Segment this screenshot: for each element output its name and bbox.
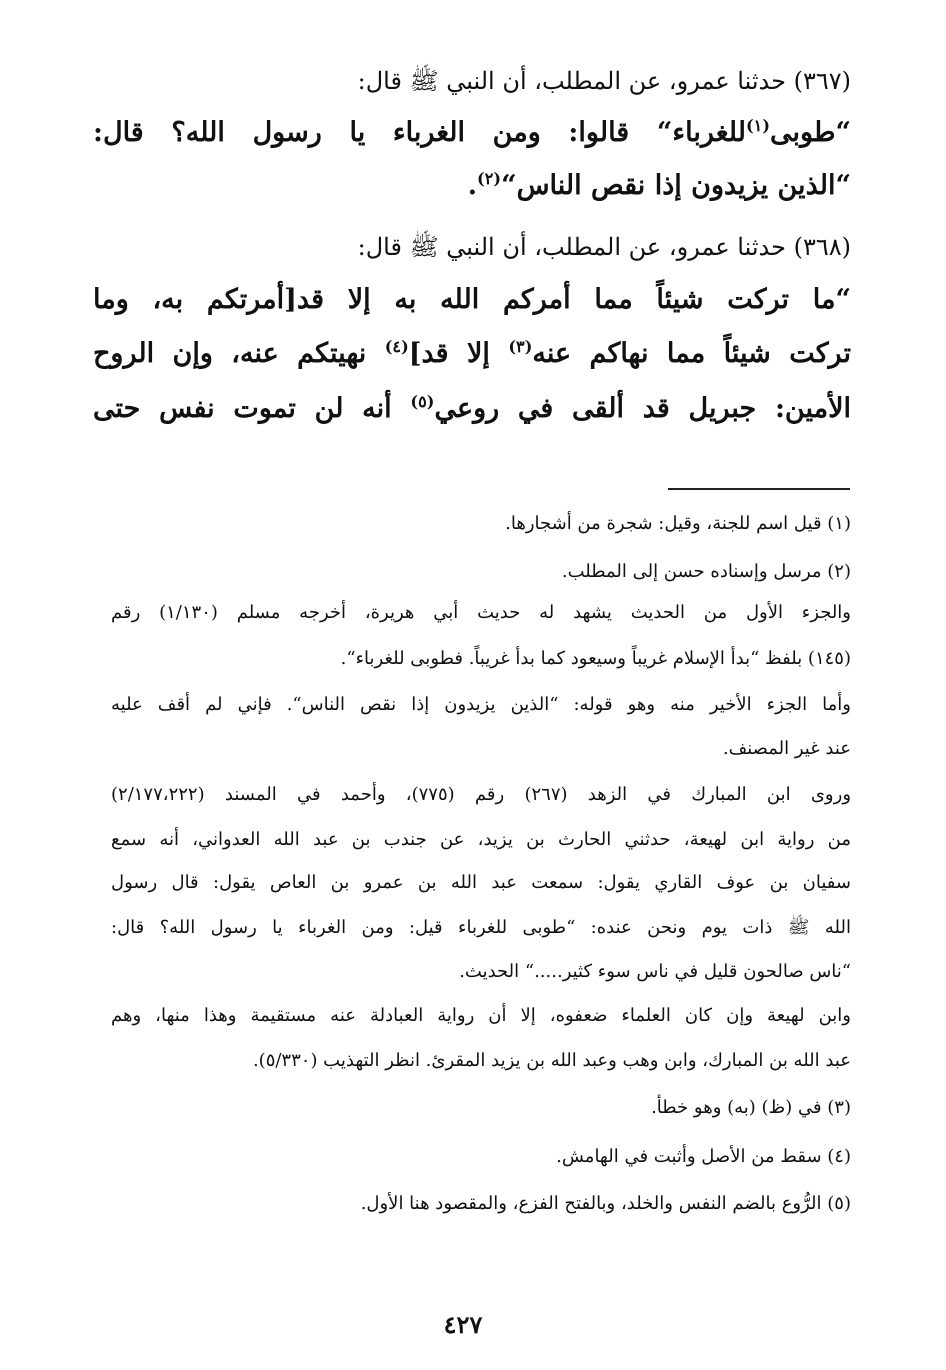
hadith-368-part-d: الأمين: جبريل قد ألقى في روعي [434,393,851,424]
hadith-367-text-line-1 [93,117,851,148]
footnote-2-para-3-line-3: سفيان بن عوف القاري يقول: سمعت عبد الله بن عمرو بن العاص يقول: قال رسول [111,872,851,893]
footnote-ref-3: (٣) [508,337,533,356]
hadith-367-answer: “الذين يزيدون إذا نقص الناس“ [501,170,851,201]
footnote-2-para-3-line-2: من رواية ابن لهيعة، حدثني الحارث بن يزيد، عن جندب بن عبد الله العدواني، أنه سمع [111,829,851,850]
footnote-ref-4: (٤) [384,337,409,356]
page-number: ٤٢٧ [443,1310,483,1339]
hadith-368-part-c: نهيتكم عنه، وإن الروح [93,338,385,369]
footnote-4: (٤) سقط من الأصل وأثبت في الهامش. [556,1146,851,1167]
hadith-368-part-a: تركت شيئاً مما نهاكم عنه [532,338,851,369]
hadith-368-part-e: أنه لن تموت نفس حتى [93,393,411,424]
footnote-separator [668,488,850,490]
hadith-368-part-b: إلا قد] [408,338,509,369]
footnote-2-para-3-line-4: الله ﷺ ذات يوم ونحن عنده: “طوبى للغرباء قيل: ومن الغرباء يا رسول الله؟ قال: [111,917,851,938]
footnote-1: (١) قيل اسم للجنة، وقيل: شجرة من أشجارها. [505,513,851,534]
footnote-2-para-2-line-2: عند غير المصنف. [722,738,851,759]
footnote-2-para-2-line-1: وأما الجزء الأخير منه وهو قوله: “الذين يزيدون إذا نقص الناس“. فإني لم أقف عليه [111,694,851,715]
hadith-367-word: “طوبى [770,117,851,148]
footnote-ref-5: (٥) [410,392,435,411]
footnote-ref-2: (٢) [477,169,502,188]
footnote-ref-1: (١) [745,116,770,135]
hadith-367-rest: للغرباء“ قالوا: ومن الغرباء يا رسول الله؟ قال: [93,117,746,148]
hadith-368-text-line-2 [93,338,851,369]
footnote-2-para-1-line-2: (١٤٥) بلفظ “بدأ الإسلام غريباً وسيعود كما بدأ غريباً. فطوبى للغرباء“. [340,648,851,669]
hadith-367-intro: (٣٦٧) حدثنا عمرو، عن المطلب، أن النبي ﷺ قال: [357,67,851,95]
hadith-368-text-line-1: “ما تركت شيئاً مما أمركم الله به إلا قد[أمرتكم به، وما [93,284,851,315]
hadith-367-text-line-2 [93,170,851,201]
footnote-3: (٣) في (ظ) (به) وهو خطأ. [651,1097,851,1118]
hadith-368-text-line-3 [93,393,851,424]
footnote-2-para-1-line-1: والجزء الأول من الحديث يشهد له حديث أبي هريرة، أخرجه مسلم (١/١٣٠) رقم [111,602,851,623]
footnote-2-para-3-line-1: وروى ابن المبارك في الزهد (٢٦٧) رقم (٧٧٥)، وأحمد في المسند (٢/١٧٧،٢٢٢) [111,784,852,805]
hadith-368-intro: (٣٦٨) حدثنا عمرو، عن المطلب، أن النبي ﷺ قال: [357,233,851,261]
footnote-2-para-4-line-2: عبد الله بن المبارك، وابن وهب وعبد الله بن يزيد المقرئ. انظر التهذيب (٥/٣٣٠). [252,1050,851,1071]
hadith-367-period: . [467,170,478,201]
footnote-2-para-4-line-1: وابن لهيعة وإن كان العلماء ضعفوه، إلا أن رواية العبادلة عنه مستقيمة وهذا منها، وهم [111,1005,851,1026]
footnote-2-para-3-line-5: “ناس صالحون قليل في ناس سوء كثير.....“ الحديث. [459,961,851,982]
footnote-2: (٢) مرسل وإسناده حسن إلى المطلب. [561,561,851,582]
footnote-5: (٥) الرُّوع بالضم النفس والخلد، وبالفتح الفزع، والمقصود هنا الأول. [360,1193,851,1214]
